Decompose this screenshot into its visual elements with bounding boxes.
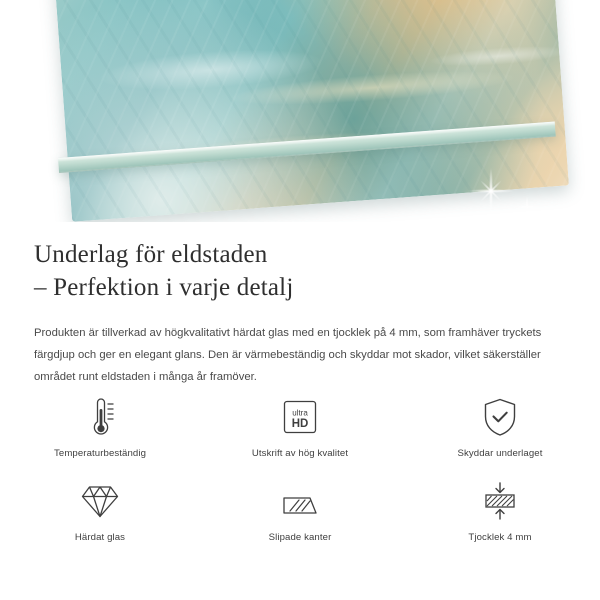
glass-panel-artwork: [45, 0, 569, 222]
feature-label: Skyddar underlaget: [457, 448, 543, 459]
shield-check-icon: [480, 394, 520, 440]
feature-label: Utskrift av hög kvalitet: [251, 448, 349, 459]
hero-image-inner: [0, 0, 600, 222]
feature-item-tempered-glass: [0, 478, 200, 558]
page-title-line-1: Underlag för eldstaden: [34, 241, 268, 268]
feature-item-print-quality: [200, 394, 400, 474]
sparkle-small-icon: [516, 196, 538, 218]
feature-label: Temperaturbeständig: [53, 448, 147, 459]
marble-texture-layer: [45, 0, 569, 222]
page-title-line-2: – Perfektion i varje detalj: [34, 274, 294, 301]
diamond-icon: [78, 478, 122, 524]
feature-label: Slipade kanter: [268, 532, 332, 543]
feature-label: Härdat glas: [74, 532, 126, 543]
page-title: [0, 222, 600, 304]
svg-text:ultra: ultra: [292, 408, 308, 418]
thickness-arrows-icon: [478, 478, 522, 524]
feature-item-protection: [400, 394, 600, 474]
svg-text:HD: HD: [291, 418, 309, 430]
feature-label: Tjocklek 4 mm: [468, 532, 532, 543]
description-content: [0, 222, 600, 388]
feature-item-polished-edges: [200, 478, 400, 558]
description-paragraph: Produkten är tillverkad av högkvalitativt härdat glas med en tjocklek på 4 mm, som framhäver tryckets färgdjup och ger en elegant glans. Den är värmebeständig och skyddar mot skador, vilket säkerställer området runt eldstaden i många år framöver.: [34, 327, 542, 383]
polished-edges-icon: [279, 478, 321, 524]
feature-grid: [0, 394, 600, 558]
feature-item-temperature: [0, 394, 200, 474]
feature-item-thickness: [400, 478, 600, 558]
hero-image: [0, 0, 600, 222]
ultra-hd-icon: [279, 394, 321, 440]
thermometer-icon: [83, 394, 117, 440]
